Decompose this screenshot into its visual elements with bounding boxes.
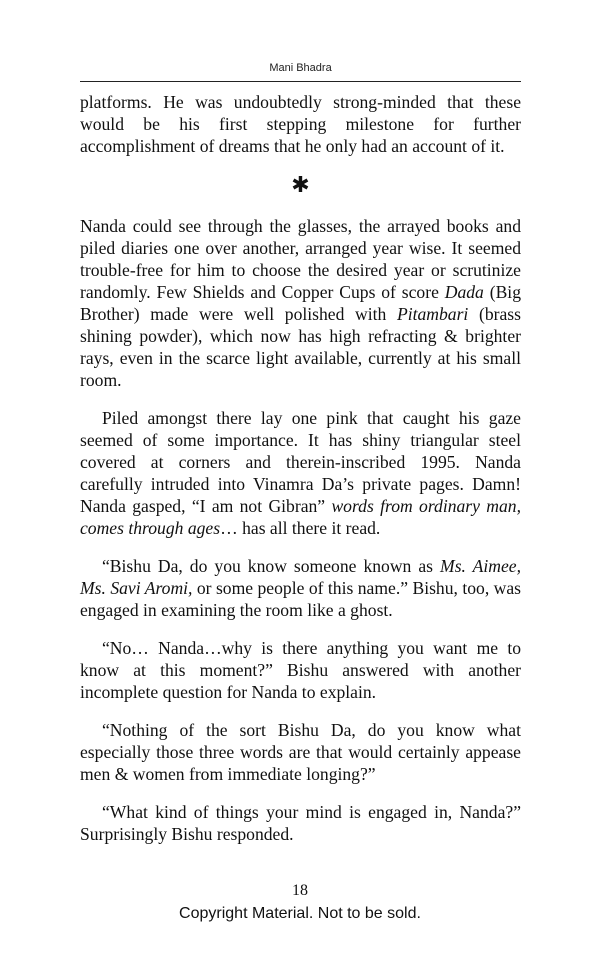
paragraph-3-text-b: … has all there it read. — [220, 518, 381, 538]
paragraph-4-text-b: or some people of this name.” Bishu, too, was engaged in examining the room like a ghost. — [80, 578, 521, 620]
paragraph-4-italic: Ms. Aimee, Ms. Savi Aromi, — [80, 556, 521, 598]
paragraph-2-text-c: (brass shining powder), which now has high refracting & brighter rays, even in the scarce light available, currently at his small room. — [80, 304, 521, 390]
paragraph-4-text-a: “Bishu Da, do you know someone known as — [102, 556, 441, 576]
paragraph-5: “No… Nanda…why is there anything you want me to know at this moment?” Bishu answered with another incomplete question for Nanda to explain. — [80, 638, 521, 702]
paragraph-2-dada: Dada — [444, 282, 484, 302]
paragraph-6: “Nothing of the sort Bishu Da, do you know what especially those three words are that would certainly appease men & women from immediate longing?” — [80, 720, 521, 784]
paragraph-2-pitambari: Pitambari — [396, 304, 469, 324]
paragraph-3-italic: words from ordinary man, comes through ages — [80, 496, 521, 538]
paragraph-2 — [80, 215, 521, 391]
page-number: 18 — [292, 882, 308, 899]
paragraph-3 — [80, 407, 521, 539]
section-break-asterisk-icon: ✱ — [291, 173, 310, 198]
paragraph-3-text-a: Piled amongst there lay one pink that caught his gaze seemed of some importance. It has shiny triangular steel covered at corners and therein-inscribed 1995. Nanda carefully intruded into Vinamra Da’s private pages. Damn! Nanda gasped, “I am not Gibran” — [80, 408, 521, 516]
running-header: Mani Bhadra — [269, 62, 332, 74]
paragraph-2-text-b: (Big Brother) made were well polished with — [80, 282, 521, 324]
paragraph-2-text-a: Nanda could see through the glasses, the arrayed books and piled diaries one over another, arranged year wise. It seemed trouble-free for him to choose the desired year or scrutinize randomly. Few Shields and Copper Cups of score — [80, 216, 521, 302]
paragraph-7: “What kind of things your mind is engaged in, Nanda?” Surprisingly Bishu responded. — [80, 802, 521, 844]
paragraph-1: platforms. He was undoubtedly strong-minded that these would be his first stepping milestone for further accomplishment of dreams that he only had an account of it. — [80, 92, 521, 156]
header-divider — [80, 81, 521, 82]
paragraph-4 — [80, 555, 521, 621]
page-body — [80, 91, 521, 845]
copyright-notice: Copyright Material. Not to be sold. — [179, 905, 421, 922]
